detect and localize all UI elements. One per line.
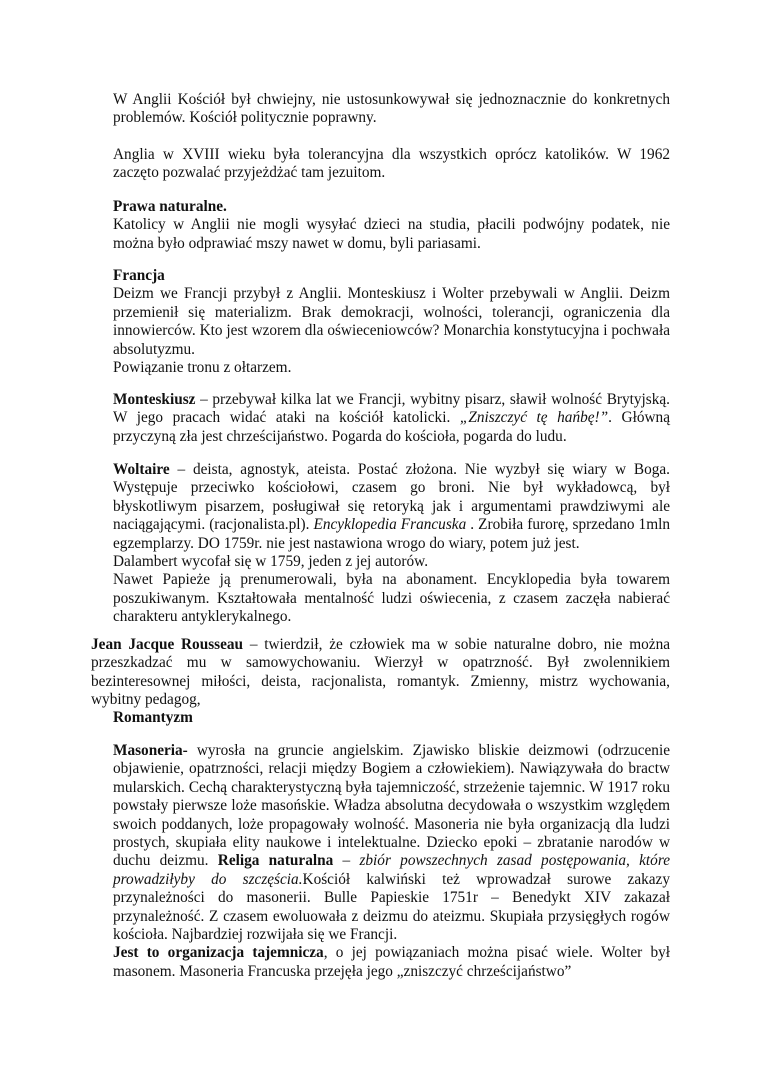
section-romantyzm — [113, 709, 670, 727]
heading-prawa-naturalne: Prawa naturalne. — [113, 198, 227, 215]
francja-text: Deizm we Francji przybył z Anglii. Monteskiusz i Wolter przebywali w Anglii. Deizm przemienił się materializm. Brak demokracji, wolności, tolerancji, ograniczenia dla innowierców. Kto jest wzorem dla oświeceniowców? Monarchia konstytucyjna i pochwała absolutyzmu. — [113, 285, 670, 358]
monteskiusz-name: Monteskiusz — [113, 391, 196, 408]
religa-definition: zbiór powszechnych zasad postępowania, które prowadziłyby do szczęścia. — [113, 852, 670, 888]
heading-francja: Francja — [113, 267, 165, 284]
heading-romantyzm: Romantyzm — [113, 709, 193, 726]
section-rousseau: Jean Jacque Rousseau – twierdził, że człowiek ma w sobie naturalne dobro, nie można przeszkadzać mu w samowychowaniu. Wierzył w opatrzność. Był zwolennikiem bezinteresownej miłości, deista, racjonalista, romantyk. Zmienny, mistrz wychowania, wybitny pedagog, — [91, 636, 671, 709]
paragraph-anglia-tolerancja: Anglia w XVIII wieku była tolerancyjna dla wszystkich oprócz katolików. W 1962 zaczęto pozwalać przyjeżdżać tam jezuitom. — [113, 146, 670, 182]
section-masoneria: Masoneria- wyrosła na gruncie angielskim. Zjawisko bliskie deizmowi (odrzucenie objawienie, opatrzności, relacji między Bogiem a człowiekiem). Nawiązywała do bractw mularskich. Cechą charakterystyczną była tajemniczość, strzeżenie tajemnic. W 1917 roku powstały pierwsze loże masońskie. Władza absolutna decydowała o wszystkim względem swoich poddanych, loże propagowały wolność. Masoneria nie była organizacją dla ludzi prostych, skupiała elity naukowe i intelektualne. Dziecko epoki – zbratanie narodów w duchu deizmu. Religa naturalna – zbiór powszechnych zasad postępowania, które prowadziłyby do szczęścia.Kościół kalwiński też wprowadzał surowe zakazy przynależności do masonerii. Bulle Papieskie 1751r – Benedykt XIV zakazał przynależność. Z czasem ewoluowała z deizmu do ateizmu. Skupiała przysięgłych rogów kościoła. Najbardziej rozwijała się we Francji. Jest to organizacja tajemnicza, o jej powiązaniach można pisać wiele. Wolter był masonem. Masoneria Francuska przejęła jego „zniszczyć chrześcijaństwo” — [113, 742, 671, 980]
organizacja-tajemnicza: Jest to organizacja tajemnicza — [113, 944, 324, 962]
woltaire-line-3: Nawet Papieże ją prenumerowali, była na abonament. Encyklopedia była towarem poszukiwanym. Kształtowała mentalność ludzi oświecenia, z czasem zaczęła nabierać charakteru antyklerykalnego. — [113, 571, 670, 626]
francja-text-2: Powiązanie tronu z ołtarzem. — [113, 359, 292, 377]
masoneria-name: Masoneria- — [113, 742, 188, 759]
prawa-naturalne-text: Katolicy w Anglii nie mogli wysyłać dzieci na studia, płacili podwójny podatek, nie można było odprawiać mszy nawet w domu, byli pariasami. — [113, 216, 670, 252]
woltaire-name: Woltaire — [113, 461, 170, 478]
paragraph-anglia-kosciol: W Anglii Kościół był chwiejny, nie ustosunkowywał się jednoznacznie do konkretnych problemów. Kościół politycznie poprawny. — [113, 91, 670, 127]
woltaire-line-2: Dalambert wycofał się w 1759, jeden z jej autorów. — [113, 553, 429, 571]
rousseau-name: Jean Jacque Rousseau — [91, 636, 244, 653]
encyklopedia-title: Encyklopedia Francuska — [313, 516, 467, 534]
section-monteskiusz: Monteskiusz – przebywał kilka lat we Francji, wybitny pisarz, sławił wolność Brytyjską. W jego pracach widać ataki na kościół katolicki. „Zniszczyć tę hańbę!”. Główną przyczyną zła jest chrześcijaństwo. Pogarda do kościoła, pogarda do ludu. — [113, 391, 670, 445]
section-prawa-naturalne — [113, 198, 670, 253]
religa-naturalna: Religa naturalna — [217, 852, 334, 870]
section-francja — [113, 267, 670, 377]
monteskiusz-quote: „Zniszczyć tę hańbę!” — [459, 409, 609, 427]
section-woltaire: Woltaire – deista, agnostyk, ateista. Postać złożona. Nie wyzbył się wiary w Boga. Występuje przeciwko kościołowi, czasem go broni. Nie był wykładowcą, był błyskotliwym pisarzem, posługiwał się retoryką jak i argumentami prawdziwymi ale naciągającymi. (racjonalista.pl). Encyklopedia Francuska . Zrobiła furorę, sprzedano 1mln egzemplarzy. DO 1759r. nie jest nastawiona wrogo do wiary, potem już jest. Dalambert wycofał się w 1759, jeden z jej autorów. Nawet Papieże ją prenumerowali, była na abonament. Encyklopedia była towarem poszukiwanym. Kształtowała mentalność ludzi oświecenia, z czasem zaczęła nabierać charakteru antyklerykalnego. — [113, 461, 670, 626]
